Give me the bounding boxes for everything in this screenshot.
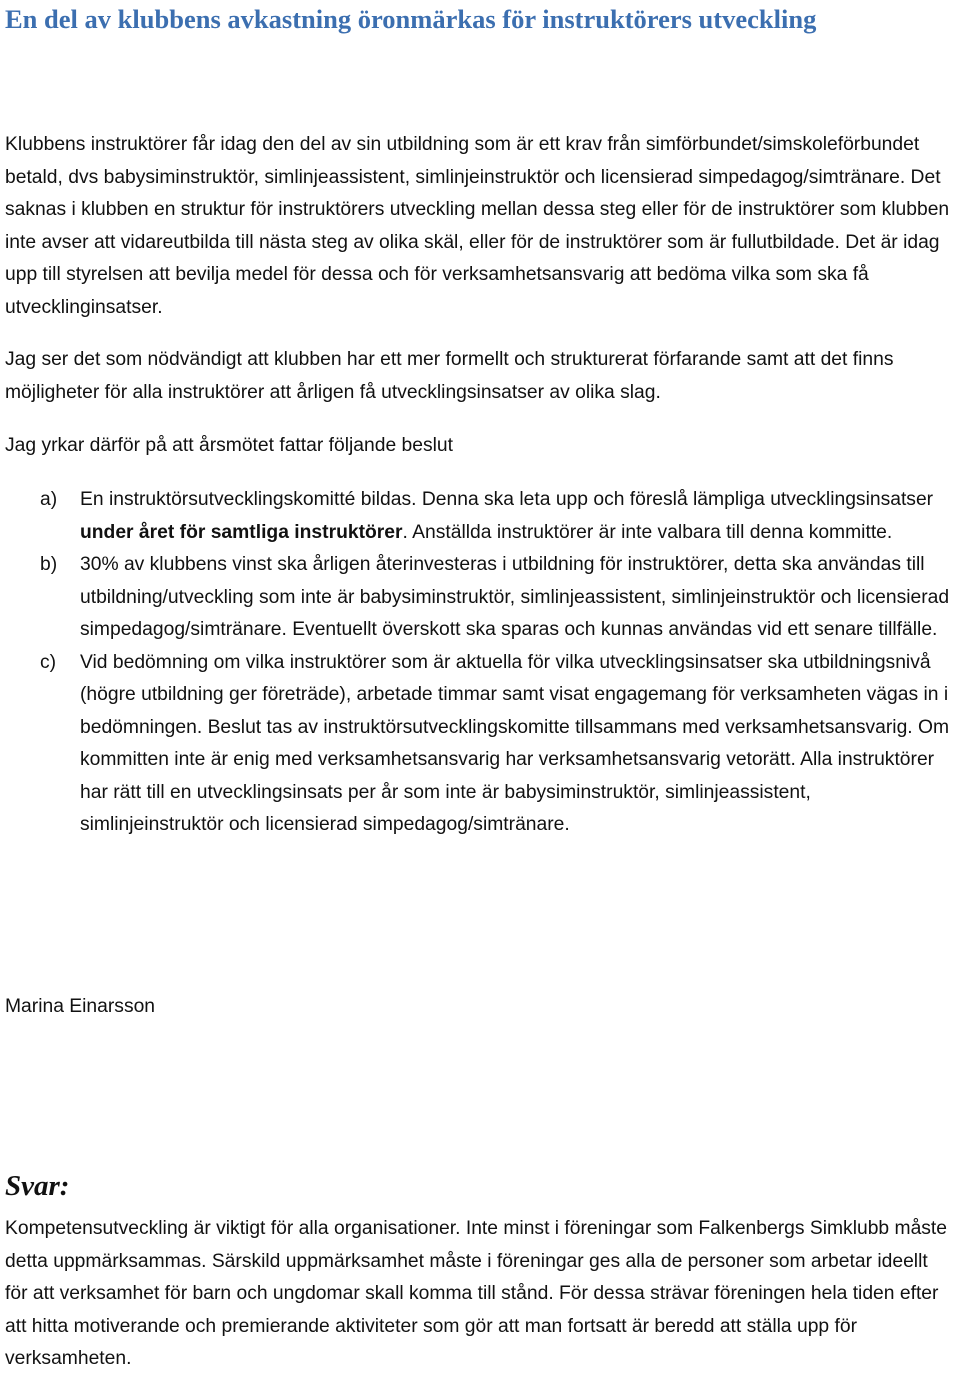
list-item-c	[5, 647, 957, 842]
decision-list	[5, 484, 957, 842]
list-marker-c: c)	[40, 651, 57, 673]
document-title: En del av klubbens avkastning öronmärkas för instruktörers utveckling	[5, 4, 817, 34]
list-item-c-text: Vid bedömning om vilka instruktörer som är aktuella för vilka utvecklingsinsatser ska utbildningsnivå (högre utbildning ger företräde), arbetade timmar samt visat engagemang för verksamheten vägas in i bedömningen. Beslut tas av instruktörsutvecklingskomitte tillsammans med verksamhetsansvarig. Om kommitten inte är enig med verksamhetsansvarig har verksamhetsansvarig vetorätt. Alla instruktörer har rätt till en utvecklingsinsats per år som inte är babysiminstruktör, simlinjeassistent, simlinjeinstruktör och licensierad simpedagog/simtränare.	[80, 651, 950, 835]
motion-paragraph: Jag yrkar därför på att årsmötet fattar följande beslut	[5, 435, 453, 456]
list-item-a-text-1: En instruktörsutvecklingskomitté bildas. Denna ska leta upp och föreslå lämpliga utvecklingsinsatser	[80, 489, 934, 510]
list-item-b	[5, 549, 957, 647]
opinion-paragraph: Jag ser det som nödvändigt att klubben har ett mer formellt och strukturerat förfarande samt att det finns möjligheter för alla instruktörer att årligen få utvecklingsinsatser av olika slag.	[5, 349, 894, 403]
list-item-a-text-2: . Anställda instruktörer är inte valbara till denna kommitte.	[402, 521, 893, 543]
list-item-a-bold: under året för samtliga instruktörer	[80, 521, 403, 543]
signature: Marina Einarsson	[5, 996, 156, 1017]
intro-text-2: Det saknas i klubben en struktur för instruktörers utveckling mellan dessa steg eller för de instruktörer som klubben inte avser att vidareutbilda till nästa steg av olika skäl, eller för de instruktörer som är fullutbildade.	[5, 166, 950, 253]
list-marker-b: b)	[40, 554, 58, 575]
list-item-a	[5, 484, 957, 549]
intro-text-3: Det är idag upp till styrelsen att bevilja medel för dessa och för verksamhetsansvarig att bedöma vilka som ska få utvecklinginsatser.	[5, 231, 940, 318]
intro-paragraph	[5, 129, 955, 324]
list-marker-a: a)	[40, 489, 58, 510]
answer-text: Kompetensutveckling är viktigt för alla organisationer. Inte minst i föreningar som Falkenbergs Simklubb måste detta uppmärksammas. Särskild uppmärksamhet måste i föreningar ges alla de personer som arbetar ideellt för att verksamhet för barn och ungdomar skall komma till stånd. För dessa strävar föreningen hela tiden efter att hitta motiverande och premierande aktiviteter som gör att man fortsatt är beredd att ställa upp för verksamheten.	[5, 1218, 948, 1369]
answer-heading: Svar:	[5, 1170, 70, 1202]
intro-text-1: Klubbens instruktörer får idag den del av sin utbildning som är ett krav från simförbundet/simskoleförbundet betald, dvs babysiminstruktör, simlinjeassistent, simlinjeinstruktör och licensierad simpedagog/simtränare.	[5, 134, 920, 188]
list-item-b-text: 30% av klubbens vinst ska årligen återinvesteras i utbildning för instruktörer, detta ska användas till utbildning/utveckling som inte är babysiminstruktör, simlinjeassistent, simlinjeinstruktör och licensierad simpedagog/simtränare. Eventuellt överskott ska sparas och kunnas användas vid ett senare tillfälle.	[80, 554, 950, 640]
